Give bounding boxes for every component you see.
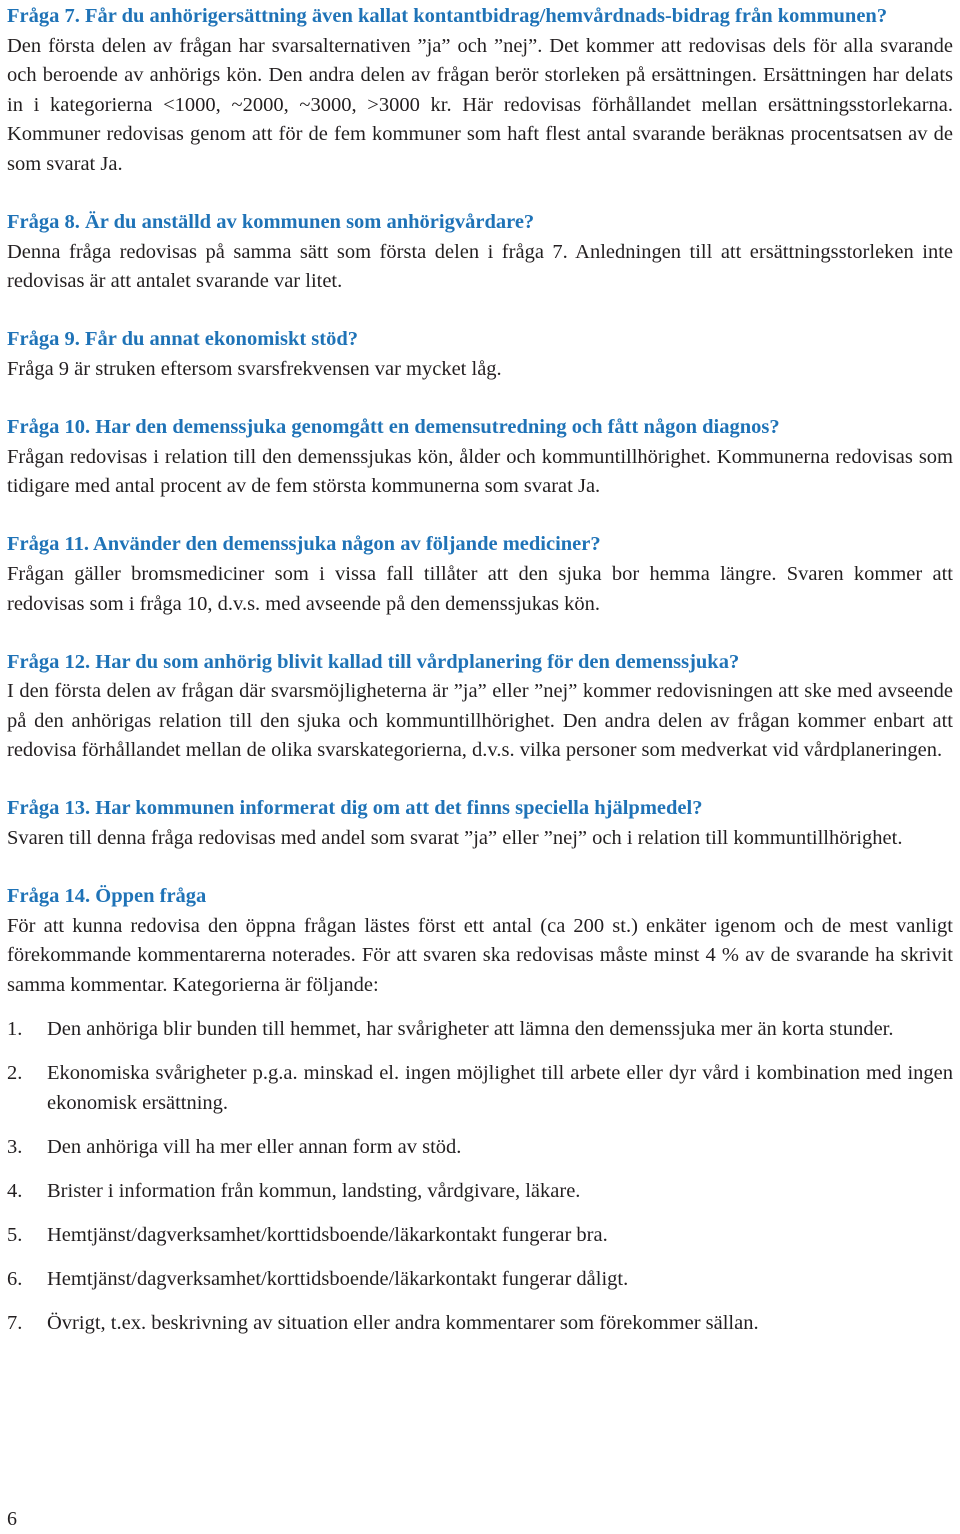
- list-item: [7, 1133, 953, 1163]
- list-item-text: Övrigt, t.ex. beskrivning av situation eller andra kommentarer som förekommer sällan.: [47, 1312, 759, 1335]
- list-item-number: 1.: [7, 1018, 23, 1041]
- section-title: Får du annat ekonomiskt stöd?: [85, 328, 359, 351]
- section-fraga-8: [7, 208, 953, 297]
- section-body: I den första delen av frågan där svarsmöjligheterna är ”ja” eller ”nej” kommer redovisningen att ske med avseende på den anhörigas relation till den sjuka och kommuntillhörighet. Den andra delen av frågan kommer enbart att redovisa förhållandet mellan de olika svarskategorierna, d.v.s. vilka personer som medverkat vid vårdplaneringen.: [7, 680, 953, 762]
- section-heading: [7, 208, 953, 238]
- section-number: Fråga 10.: [7, 416, 91, 439]
- list-item-number: 3.: [7, 1135, 23, 1158]
- section-number: Fråga 12.: [7, 650, 91, 673]
- section-heading: [7, 794, 953, 824]
- section-heading: [7, 882, 953, 912]
- list-item-number: 5.: [7, 1224, 23, 1246]
- section-title: Har kommunen informerat dig om att det finns speciella hjälpmedel?: [95, 797, 703, 820]
- section-fraga-14: [7, 882, 953, 1339]
- section-title: Använder den demenssjuka någon av följande mediciner?: [93, 533, 601, 556]
- section-fraga-9: [7, 325, 953, 384]
- section-number: Fråga 7.: [7, 5, 80, 27]
- section-fraga-11: [7, 530, 953, 619]
- list-item-text: Brister i information från kommun, landsting, vårdgivare, läkare.: [47, 1179, 581, 1202]
- list-item: [7, 1265, 953, 1295]
- section-body: För att kunna redovisa den öppna frågan lästes först ett antal (ca 200 st.) enkäter igenom och de mest vanligt förekommande kommentarerna noterades. För att svaren ska redovisas måste minst 4 % av de svarande ha skrivit samma kommentar. Kategorierna är följande:: [7, 914, 953, 996]
- section-body: Svaren till denna fråga redovisas med andel som svarat ”ja” eller ”nej” och i relation till kommuntillhörighet.: [7, 827, 903, 850]
- section-fraga-13: [7, 794, 953, 853]
- section-heading: [7, 325, 953, 355]
- section-fraga-10: [7, 413, 953, 502]
- list-item-text: Den anhöriga vill ha mer eller annan form av stöd.: [47, 1135, 462, 1158]
- section-number: Fråga 9.: [7, 328, 80, 351]
- list-item: [7, 1221, 953, 1251]
- section-fraga-7: [7, 2, 953, 180]
- section-body: Frågan gäller bromsmediciner som i vissa fall tillåter att den sjuka bor hemma längre. Svaren kommer att redovisas som i fråga 10, d.v.s. med avseende på den demenssjukas kön.: [7, 562, 953, 615]
- category-list: [7, 1015, 953, 1339]
- document-page: [7, 2, 953, 1353]
- list-item-text: Den anhöriga blir bunden till hemmet, har svårigheter att lämna den demenssjuka mer än korta stunder.: [47, 1018, 894, 1041]
- section-body: Denna fråga redovisas på samma sätt som första delen i fråga 7. Anledningen till att ersättningsstorleken inte redovisas är att antalet svarande var litet.: [7, 240, 953, 293]
- section-title: Har den demenssjuka genomgått en demensutredning och fått någon diagnos?: [95, 416, 780, 439]
- list-item: [7, 1059, 953, 1118]
- section-number: Fråga 14.: [7, 885, 91, 908]
- section-title: Har du som anhörig blivit kallad till vårdplanering för den demenssjuka?: [95, 650, 740, 673]
- list-item: [7, 1015, 953, 1045]
- section-body: Fråga 9 är struken eftersom svarsfrekvensen var mycket låg.: [7, 357, 502, 380]
- section-body: Frågan redovisas i relation till den demenssjukas kön, ålder och kommuntillhörighet. Kommunerna redovisas som tidigare med antal procent av de fem största kommunerna som svarat Ja.: [7, 445, 953, 498]
- section-number: Fråga 11.: [7, 533, 89, 556]
- page-number: 6: [7, 1508, 17, 1530]
- list-item-number: 4.: [7, 1179, 23, 1202]
- section-heading: [7, 530, 953, 560]
- section-body: Den första delen av frågan har svarsalternativen ”ja” och ”nej”. Det kommer att redovisas dels för alla svarande och beroende av anhörigs kön. Den andra delen av frågan berör storleken på ersättningen. Ersättningen har delats in i kategorierna <1000, ~2000, ~3000, >3000 kr. Här redovisas förhållandet mellan ersättningsstorlekarna. Kommuner redovisas genom att för de fem kommuner som haft flest antal svarande beräknas procentsatsen av de som svarat Ja.: [7, 34, 953, 175]
- list-item-text: Hemtjänst/dagverksamhet/korttidsboende/läkarkontakt fungerar bra.: [47, 1224, 608, 1246]
- list-item-text: Hemtjänst/dagverksamhet/korttidsboende/läkarkontakt fungerar dåligt.: [47, 1268, 629, 1291]
- section-heading: [7, 648, 953, 678]
- section-title: Får du anhörigersättning även kallat kontantbidrag/hemvårdnads-bidrag från kommunen?: [85, 5, 888, 27]
- list-item-number: 2.: [7, 1062, 23, 1085]
- section-number: Fråga 13.: [7, 797, 91, 820]
- list-item-number: 7.: [7, 1312, 23, 1335]
- section-heading: [7, 2, 953, 32]
- list-item-number: 6.: [7, 1268, 23, 1291]
- section-heading: [7, 413, 953, 443]
- section-title: Öppen fråga: [95, 885, 207, 908]
- list-item: [7, 1309, 953, 1339]
- list-item: [7, 1177, 953, 1207]
- list-item-text: Ekonomiska svårigheter p.g.a. minskad el. ingen möjlighet till arbete eller dyr vård i kombination med ingen ekonomisk ersättning.: [47, 1062, 953, 1114]
- section-number: Fråga 8.: [7, 211, 80, 234]
- section-title: Är du anställd av kommunen som anhörigvårdare?: [85, 211, 535, 234]
- section-fraga-12: [7, 648, 953, 766]
